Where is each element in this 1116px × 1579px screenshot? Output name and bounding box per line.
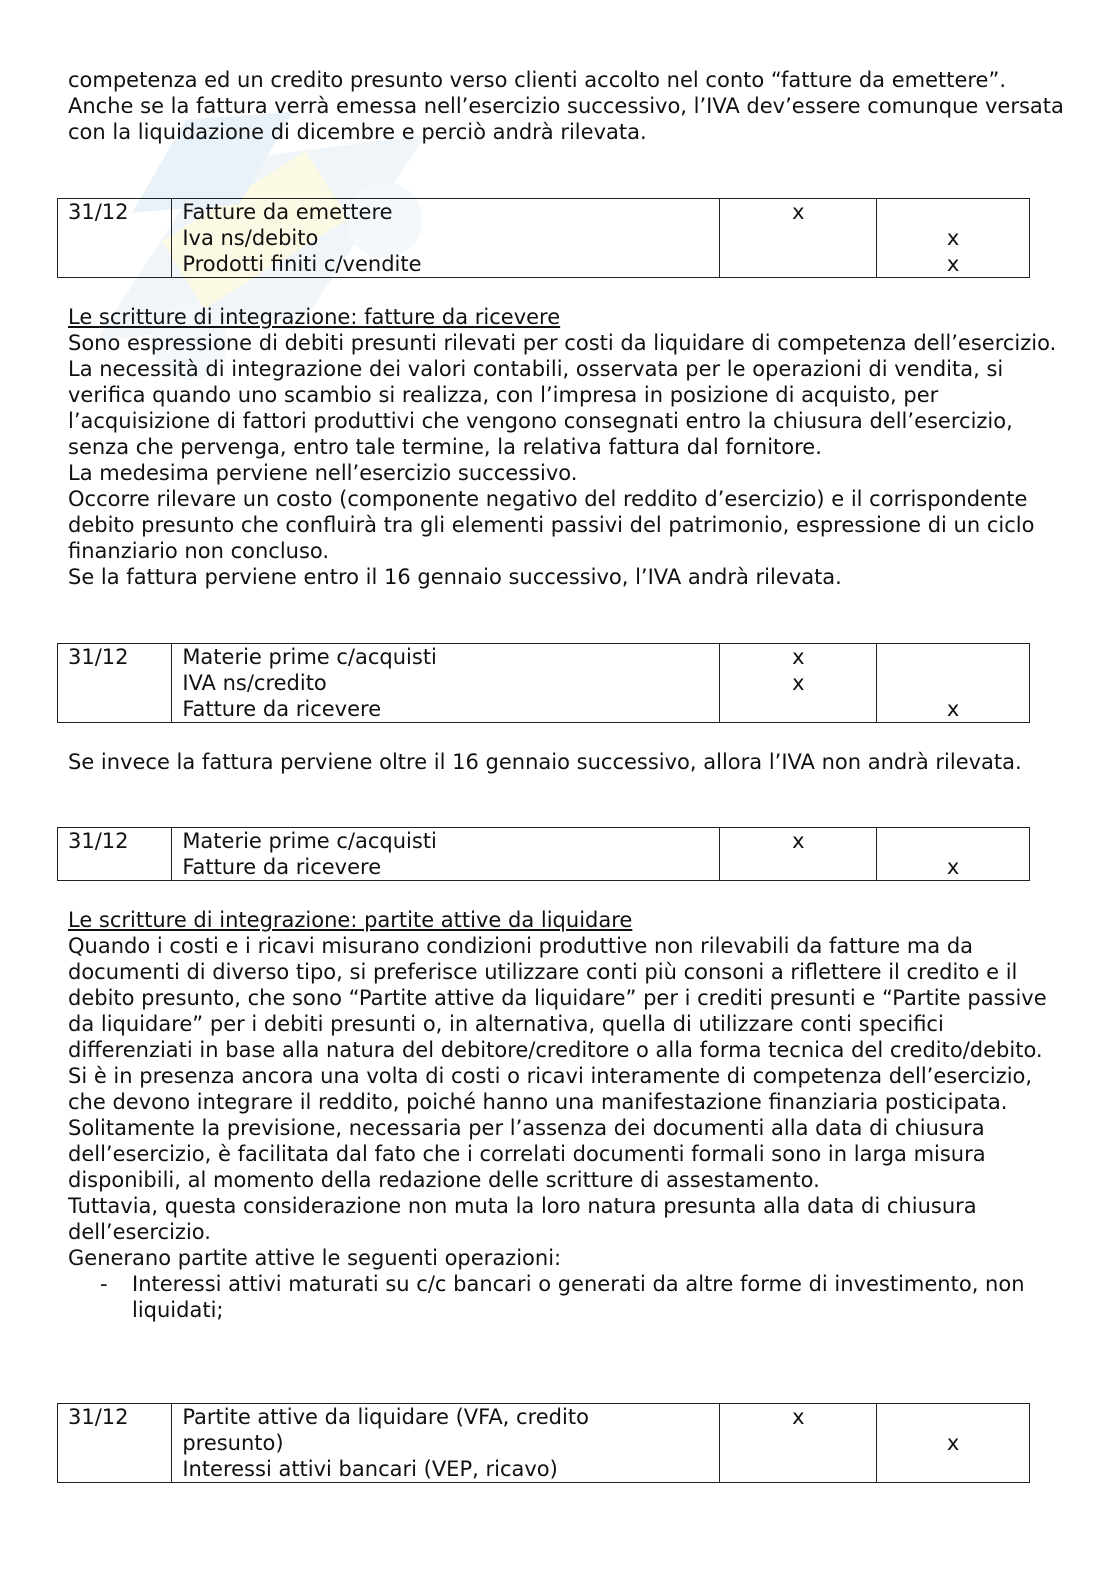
- journal-entry-table-2: [57, 643, 1030, 723]
- bullet-marker: -: [100, 1272, 108, 1296]
- avere-mark: x: [946, 252, 960, 276]
- account-line: IVA ns/credito: [182, 671, 327, 695]
- avere-column: [877, 644, 1030, 723]
- body-paragraph: Generano partite attive le seguenti operazioni:: [68, 1246, 562, 1270]
- entry-date: 31/12: [58, 828, 172, 881]
- account-line: Partite attive da liquidare (VFA, credito: [182, 1405, 589, 1429]
- dare-mark: [720, 1456, 876, 1482]
- dare-mark: x: [792, 200, 805, 224]
- avere-mark: [877, 828, 1029, 854]
- avere-mark: [877, 1404, 1029, 1430]
- avere-mark: [877, 199, 1029, 225]
- avere-mark: [877, 644, 1029, 670]
- dare-mark: x: [792, 645, 805, 669]
- avere-mark: x: [946, 855, 960, 879]
- body-paragraph: Tuttavia, questa considerazione non muta la loro natura presunta alla data di chiusura dell’esercizio.: [68, 1194, 977, 1244]
- dare-column: [720, 644, 877, 723]
- account-line: Materie prime c/acquisti: [182, 829, 437, 853]
- account-line: Materie prime c/acquisti: [182, 645, 437, 669]
- body-paragraph: Sono espressione di debiti presunti rilevati per costi da liquidare di competenza dell’esercizio.: [68, 331, 1057, 355]
- avere-mark: x: [946, 226, 960, 250]
- dare-mark: x: [792, 671, 805, 695]
- intro-text: [68, 67, 1068, 145]
- bullet-item: [68, 1271, 1068, 1323]
- avere-column: [877, 828, 1030, 881]
- dare-mark: [720, 225, 876, 251]
- dare-mark: [720, 1430, 876, 1456]
- accounts-column: [172, 1404, 720, 1483]
- intro-paragraph: Anche se la fattura verrà emessa nell’esercizio successivo, l’IVA dev’essere comunque versata con la liquidazione di dicembre e perciò andrà rilevata.: [68, 94, 1064, 144]
- avere-column: [877, 1404, 1030, 1483]
- account-line: Iva ns/debito: [182, 226, 319, 250]
- section-heading: Le scritture di integrazione: fatture da ricevere: [68, 305, 561, 329]
- avere-mark: [877, 1456, 1029, 1482]
- section-fatture-da-ricevere: [68, 304, 1068, 590]
- entry-date: 31/12: [58, 644, 172, 723]
- between-text: [68, 749, 1068, 775]
- bullet-text: Interessi attivi maturati su c/c bancari o generati da altre forme di investimento, non liquidati;: [132, 1272, 1025, 1322]
- accounts-column: [172, 199, 720, 278]
- dare-mark: [720, 854, 876, 880]
- dare-mark: [720, 251, 876, 277]
- body-paragraph: Occorre rilevare un costo (componente negativo del reddito d’esercizio) e il corrispondente debito presunto che confluirà tra gli elementi passivi del patrimonio, espressione di un ciclo finanziario non concluso.: [68, 487, 1035, 563]
- entry-date: 31/12: [58, 199, 172, 278]
- body-paragraph: Se invece la fattura perviene oltre il 16 gennaio successivo, allora l’IVA non andrà rilevata.: [68, 750, 1022, 774]
- body-paragraph: Quando i costi e i ricavi misurano condizioni produttive non rilevabili da fatture ma da documenti di diverso tipo, si preferisce utilizzare conti più consoni a riflettere il credito e il debito presunto, che sono “Partite attive da liquidare” per i crediti presunti e “Partite passive da liquidare” per i debiti presunti o, in alternativa, quella di utilizzare conti specifici differenziati in base alla natura del debitore/creditore o alla forma tecnica del credito/debito.: [68, 934, 1047, 1062]
- account-line: Fatture da ricevere: [182, 697, 382, 721]
- dare-mark: [720, 696, 876, 722]
- body-paragraph: Se la fattura perviene entro il 16 gennaio successivo, l’IVA andrà rilevata.: [68, 565, 842, 589]
- account-line: Fatture da emettere: [182, 200, 393, 224]
- dare-column: [720, 828, 877, 881]
- body-paragraph: Si è in presenza ancora una volta di costi o ricavi interamente di competenza dell’esercizio, che devono integrare il reddito, poiché hanno una manifestazione finanziaria posticipata.: [68, 1064, 1033, 1114]
- body-paragraph: La medesima perviene nell’esercizio successivo.: [68, 461, 578, 485]
- accounts-column: [172, 828, 720, 881]
- avere-mark: x: [946, 697, 960, 721]
- journal-entry-table-4: [57, 1403, 1030, 1483]
- avere-mark: [877, 670, 1029, 696]
- accounts-column: [172, 644, 720, 723]
- dare-column: [720, 199, 877, 278]
- section-heading: Le scritture di integrazione: partite attive da liquidare: [68, 908, 633, 932]
- account-line: Interessi attivi bancari (VEP, ricavo): [182, 1457, 558, 1481]
- journal-entry-table-3: [57, 827, 1030, 881]
- body-paragraph: Solitamente la previsione, necessaria per l’assenza dei documenti alla data di chiusura dell’esercizio, è facilitata dal fato che i correlati documenti formali sono in larga misura disponibili, al momento della redazione delle scritture di assestamento.: [68, 1116, 986, 1192]
- intro-paragraph: competenza ed un credito presunto verso clienti accolto nel conto “fatture da emettere”.: [68, 68, 1007, 92]
- entry-date: 31/12: [58, 1404, 172, 1483]
- avere-mark: x: [946, 1431, 960, 1455]
- account-line: presunto): [182, 1431, 284, 1455]
- dare-mark: x: [792, 1405, 805, 1429]
- section-partite-attive: [68, 907, 1068, 1323]
- account-line: Fatture da ricevere: [182, 855, 382, 879]
- account-line: Prodotti finiti c/vendite: [182, 252, 422, 276]
- body-paragraph: La necessità di integrazione dei valori contabili, osservata per le operazioni di vendita, si verifica quando uno scambio si realizza, con l’impresa in posizione di acquisto, per l’acquisizione di fattori produttivi che vengono consegnati entro la chiusura dell’esercizio, senza che pervenga, entro tale termine, la relativa fattura dal fornitore.: [68, 357, 1013, 459]
- dare-mark: x: [792, 829, 805, 853]
- avere-column: [877, 199, 1030, 278]
- journal-entry-table-1: [57, 198, 1030, 278]
- dare-column: [720, 1404, 877, 1483]
